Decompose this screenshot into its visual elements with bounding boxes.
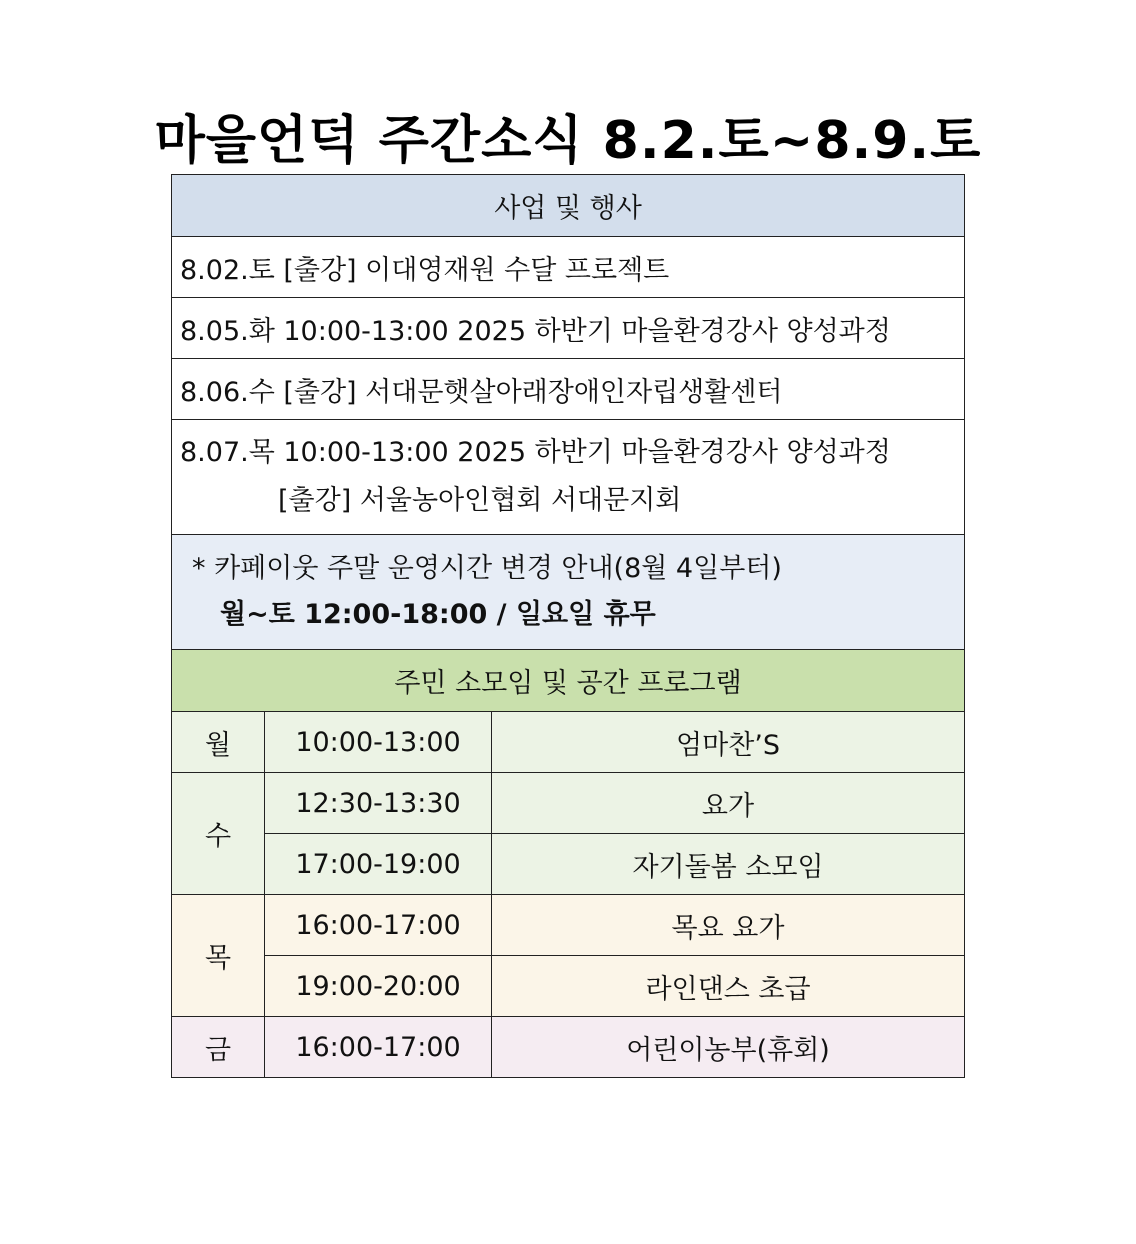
- program-time: 16:00-17:00: [265, 895, 492, 956]
- program-name: 라인댄스 초급: [492, 956, 965, 1017]
- program-time: 17:00-19:00: [265, 834, 492, 895]
- program-name: 자기돌봄 소모임: [492, 834, 965, 895]
- program-time: 19:00-20:00: [265, 956, 492, 1017]
- program-day: 월: [172, 712, 265, 773]
- event-item: 8.05.화 10:00-13:00 2025 하반기 마을환경강사 양성과정: [172, 298, 965, 359]
- program-day: 수: [172, 773, 265, 895]
- program-day: 목: [172, 895, 265, 1017]
- program-name: 목요 요가: [492, 895, 965, 956]
- event-item: 8.02.토 [출강] 이대영재원 수달 프로젝트: [172, 237, 965, 298]
- cafe-notice-line1: * 카페이웃 주말 운영시간 변경 안내(8월 4일부터): [192, 553, 782, 584]
- program-time: 16:00-17:00: [265, 1017, 492, 1078]
- event-item-line2: [출강] 서울농아인협회 서대문지회: [278, 485, 682, 516]
- cafe-notice-line2: 월~토 12:00-18:00 / 일요일 휴무: [220, 599, 656, 630]
- program-name: 요가: [492, 773, 965, 834]
- programs-section-header: 주민 소모임 및 공간 프로그램: [172, 650, 965, 712]
- weekly-news-table: [171, 174, 965, 1078]
- program-name: 어린이농부(휴회): [492, 1017, 965, 1078]
- page-title: 마을언덕 주간소식 8.2.토~8.9.토: [154, 111, 982, 171]
- event-item: [172, 420, 965, 535]
- events-section-header: 사업 및 행사: [172, 175, 965, 237]
- program-day: 금: [172, 1017, 265, 1078]
- program-time: 10:00-13:00: [265, 712, 492, 773]
- program-name: 엄마찬’S: [492, 712, 965, 773]
- program-time: 12:30-13:30: [265, 773, 492, 834]
- event-item-line1: 8.07.목 10:00-13:00 2025 하반기 마을환경강사 양성과정: [180, 437, 891, 468]
- event-item: 8.06.수 [출강] 서대문햇살아래장애인자립생활센터: [172, 359, 965, 420]
- cafe-notice: [172, 535, 965, 650]
